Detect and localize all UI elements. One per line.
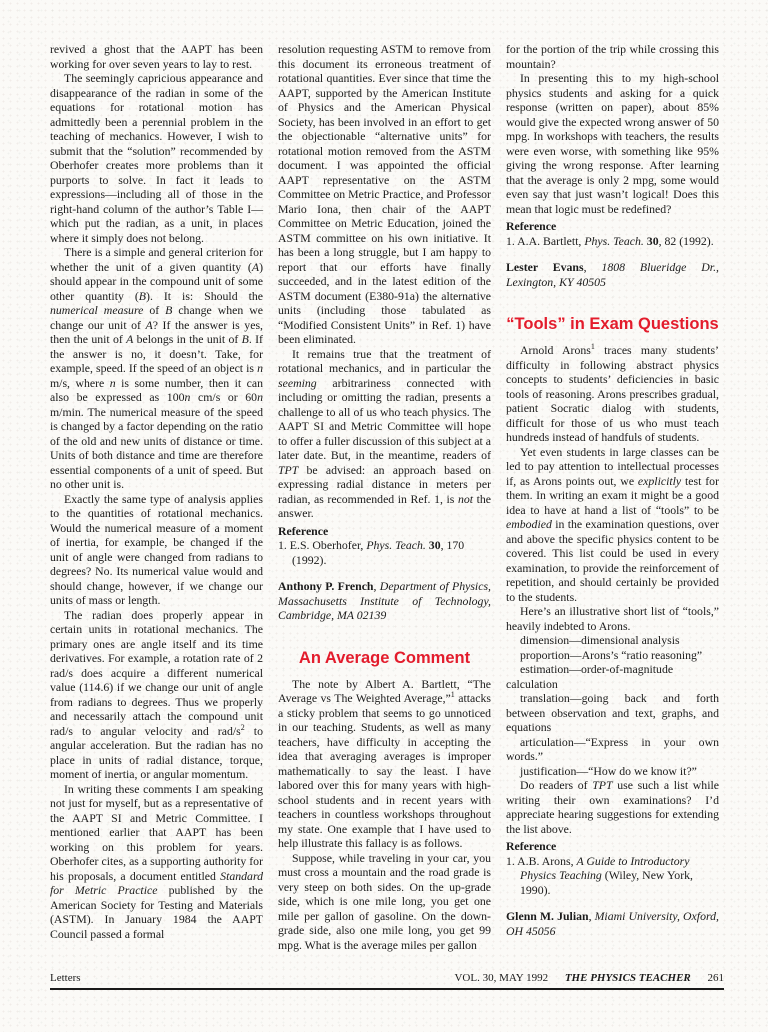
paragraph: Exactly the same type of analysis applies to the quantities of rotational mechanics. Would the numerical measure of a moment of inertia, for example, be changed if the unit of angle were changed from radians to degrees? No. Its numerical value would and should change, however, if we change our units of mass or length. [50, 491, 263, 607]
tools-list-item: articulation—“Express in your own words.” [506, 734, 719, 763]
tools-list-item: translation—going back and forth between observation and text, graphs, and equations [506, 691, 719, 734]
reference-heading: Reference [506, 219, 557, 233]
column-3 [506, 42, 719, 952]
paragraph: for the portion of the trip while crossing this mountain? [506, 42, 719, 71]
column-2 [278, 42, 491, 952]
paragraph: Do readers of TPT use such a list while writing their own examinations? I’d appreciate hearing suggestions for extending the list above. [506, 778, 719, 836]
reference-item: 1. A.A. Bartlett, Phys. Teach. 30, 82 (1992). [506, 233, 714, 248]
paragraph: revived a ghost that the AAPT has been working for over seven years to lay to rest. [50, 42, 263, 71]
tools-list-item: dimension—dimensional analysis [520, 633, 680, 647]
paragraph: Suppose, while traveling in your car, you must cross a mountain and the road grade is very steep on both sides. On the up-grade side, which is one mile long, you get one mile per gallon of gasoline. On the down-grade side, also one mile long, you get 99 mpg. What is the average miles per gallon [278, 850, 491, 952]
reference-item: 1. A.B. Arons, A Guide to Introductory Physics Teaching (Wiley, New York, 1990). [506, 853, 693, 897]
paragraph: In writing these comments I am speaking not just for myself, but as a representative of the AAPT SI and Metric Committee. I mentioned earlier that AAPT has been working on this problem for years. Oberhofer cites, as a supporting authority for his proposals, a document entitled Standard for Metric Practice published by the American Society for Testing and Materials (ASTM). In January 1984 the AAPT Council passed a formal [50, 781, 263, 941]
author-signature: Glenn M. Julian, Miami University, Oxford, OH 45056 [506, 909, 719, 938]
tools-list-item: proportion—Arons’s “ratio reasoning” [520, 647, 703, 662]
paragraph: resolution requesting ASTM to remove from this document its erroneous treatment of rotational quantities. Ever since that time the AAPT, supported by the American Institute of Physics and the American Physical Society, has been involved in an effort to get the objectionable “alternative units” for rotational motion removed from the ASTM document. I was appointed the official AAPT representative on the ASTM Committee on Metric Practice, and Professor Mario Iona, then chair of the AAPT Committee on Metric Education, joined the ASTM committee on his own initiative. It has been a long struggle, but I am happy to report that our efforts have finally succeeded, and in the latest edition of the ASTM document (E380-91a) the alternative units (including those tabulated as “Modified Consistent Units” in Ref. 1) have been eliminated. [278, 42, 491, 346]
letter-title-an-average-comment: An Average Comment [298, 648, 471, 667]
paragraph: The note by Albert A. Bartlett, “The Average vs The Weighted Average,”$^1$ attacks a sticky problem that seems to go unnoticed in our teaching. Students, as well as many teachers, have difficulty in accepting the idea that averaging averages is improper mathematically to say the least. I have labored over this for many years with high-school students and in recent years with teachers in countless workshops throughout my state. One example that I have used to help illustrate this fallacy is as follows. [278, 676, 491, 850]
reference-item: 1. E.S. Oberhofer, Phys. Teach. 30, 170 (1992). [278, 538, 465, 567]
footer-citation [440, 972, 724, 985]
footer-section-label: Letters [50, 972, 81, 984]
paragraph: Yet even students in large classes can be led to pay attention to intellectual processes if, as Arons points out, we explicitly test for them. In writing an exam it might be a good idea to have at hand a list of “tools” to be embodied in the examination questions, over and above the specific physics content to be covered. This list could be used in every examination, to provide the reinforcement of repetition, and should certainly be provided to the students. [506, 444, 720, 604]
tools-list-item: justification—“How do we know it?” [520, 763, 697, 778]
reference-heading: Reference [506, 839, 557, 853]
author-signature: Anthony P. French, Department of Physics, Massachusetts Institute of Technology, Cambridge, MA 02139 [278, 579, 491, 622]
paragraph: It remains true that the treatment of rotational mechanics, and in particular the seeming arbitrariness connected with including or omitting the radian, presents a challenge to all of us who teach physics. The AAPT SI and Metric Committee will hope to offer a fuller discussion of this subject at a later date. But, in the meantime, readers of TPT be advised: an approach based on expressing radial distance in meters per radian, as recommended in Ref. 1, is not the answer. [278, 346, 491, 520]
paragraph: The seemingly capricious appearance and disappearance of the radian in some of the equations for rotational motion has admittedly been a perennial problem in the teaching of mechanics. However, I wish to submit that the “solution” recommended by Oberhofer creates more problems than it purports to solve. In fact it leads to expressions—including all of those in the right-hand column of the author’s Table I—which put the radian, as a unit, in places where it simply does not belong. [50, 71, 263, 245]
reference-heading: Reference [278, 523, 329, 538]
author-signature: Lester Evans, 1808 Blueridge Dr., Lexington, KY 40505 [506, 260, 719, 289]
paragraph: In presenting this to my high-school physics students and asking for a quick response (written on paper), about 85% would give the expected wrong answer of 50 mpg. In workshops with teachers, the results were even worse, with something like 95% giving the wrong response. After learning that the average is only 2 mpg, some would even say that just wasn’t logical! Does this mean that logic must be redefined? [506, 71, 719, 216]
paragraph: There is a simple and general criterion for whether the unit of a given quantity (A) should appear in the compound unit of some other quantity (B). It is: Should the numerical measure of B change when we change our unit of A? If the answer is yes, then the unit of A belongs in the unit of B. If the answer is no, it doesn’t. Take, for example, speed. If the speed of an object is n m/s, where n is some number, then it can also be expressed as 100n cm/s or 60n m/min. The numerical measure of the speed is changed by a factor depending on the ratio of the old and new units of distance or time. Units of both distance and time are therefore essential components of a unit of speed. But no other unit is. [50, 245, 264, 491]
footer-page-number: 261 [707, 972, 724, 984]
page-footer [50, 972, 724, 990]
footer-volume: VOL. 30, MAY 1992 [454, 972, 549, 984]
paragraph: Here’s an illustrative short list of “tools,” heavily indebted to Arons. [506, 604, 719, 633]
paragraph: The radian does properly appear in certain units in rotational mechanics. The primary ones are angle itself and its time derivatives. For example, a rotation rate of 2 rad/s does acquire a different numerical value (114.6) if we change our unit of angle from radians to degrees. Thus we properly and necessarily attach the compound unit rad/s to angular velocity and rad/$s^2$ to angular acceleration. But the radian has no place in units of radial distance, torque, moment of inertia, or angular momentum. [50, 607, 263, 781]
tools-list-item: estimation—order-of-magnitude calculation [506, 662, 674, 691]
paragraph: Arnold Arons$^1$ traces many students’ difficulty in following abstract physics concepts to students’ deficiencies in basic tools of reasoning. Arons prescribes gradual, patient Socratic dialog with students, difficult for those of us who must teach hundreds instead of handfuls of students. [506, 342, 719, 444]
letter-title-tools-in-exam-questions: “Tools” in Exam Questions [506, 315, 719, 333]
column-1 [50, 42, 263, 952]
footer-journal-title: THE PHYSICS TEACHER [564, 972, 691, 984]
